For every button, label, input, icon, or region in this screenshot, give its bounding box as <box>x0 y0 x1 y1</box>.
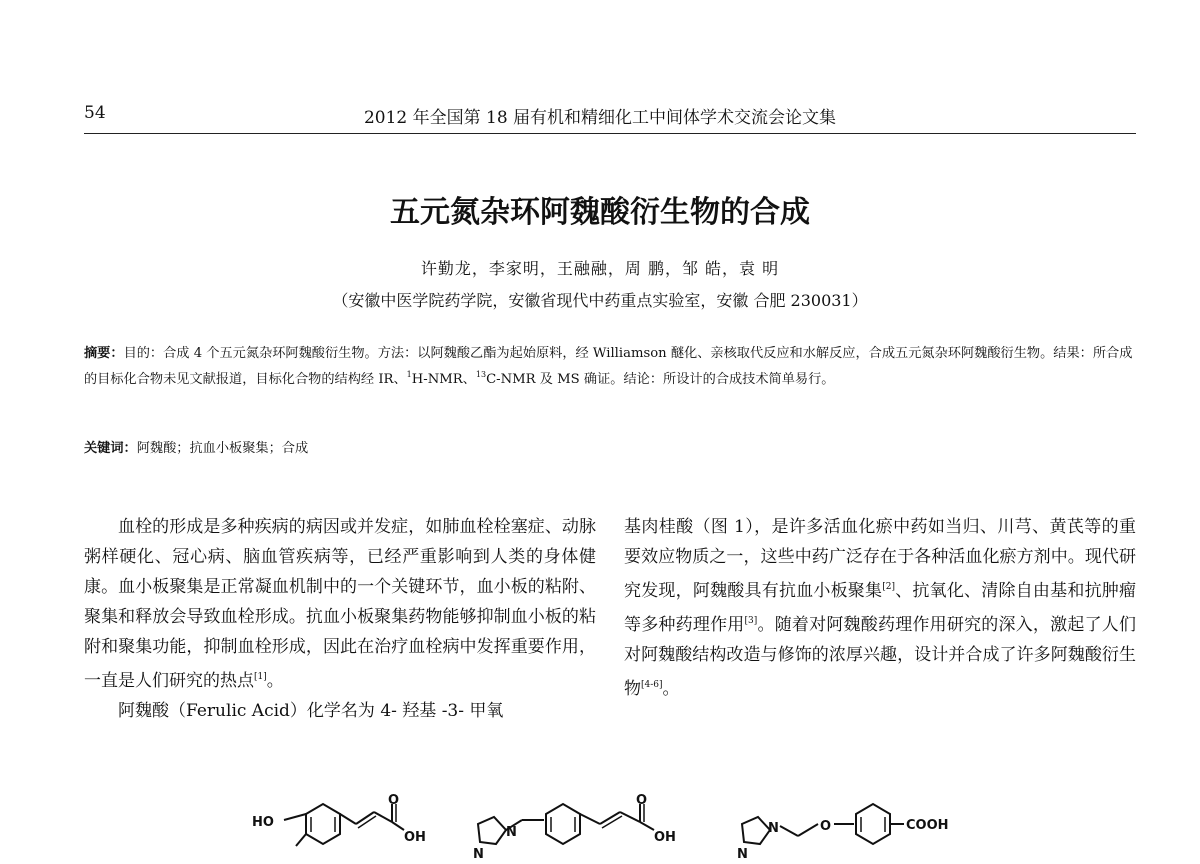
structure-label: HO <box>252 815 274 830</box>
h1-isotope-mass: 1 <box>406 370 412 379</box>
body-right-column <box>624 512 1136 704</box>
abstract-label: 摘要： <box>84 346 124 361</box>
page-number: 54 <box>84 103 106 123</box>
c13-isotope-mass: 13 <box>475 370 487 379</box>
citation: [4-6] <box>641 680 663 690</box>
paper-title: 五元氮杂环阿魏酸衍生物的合成 <box>390 195 810 230</box>
body-paragraph <box>84 512 596 696</box>
abstract-h1-text: H-NMR、 <box>411 372 476 387</box>
affiliation: （安徽中医学院药学院，安徽省现代中药重点实验室，安徽 合肥 230031） <box>332 291 868 310</box>
body-paragraph <box>84 696 596 726</box>
paragraph-text: 血栓的形成是多种疾病的病因或并发症，如肺血栓栓塞症、动脉粥样硬化、冠心病、脑血管疾病等，已经严重影响到人类的身体健康。血小板聚集是正常凝血机制中的一个关键环节，血小板的粘附、聚集和释放会导致血栓形成。抗血小板聚集药物能够抑制血小板的粘附和聚集功能，抑制血栓形成，因此在治疗血栓病中发挥重要作用，一直是人们研究的热点 <box>84 517 596 691</box>
structure-label: OH <box>404 830 426 845</box>
keywords-text: 阿魏酸；抗血小板聚集；合成 <box>136 441 309 456</box>
abstract <box>84 343 1136 390</box>
structure-imidazolyl-ferulic <box>478 804 654 844</box>
structure-label: COOH <box>906 818 949 833</box>
structure-ferulic-acid <box>284 804 404 846</box>
structure-label: N <box>768 821 779 836</box>
citation: [2] <box>882 582 895 592</box>
structure-label: O <box>388 793 400 808</box>
abstract-text: 目的：合成 4 个五元氮杂环阿魏酸衍生物。方法：以阿魏酸乙酯为起始原料，经 Williamson 醚化、亲核取代反应和水解反应，合成五元氮杂环阿魏酸衍生物。结果：所合成的目标化合物未见文献报道，目标化合物的结构经 IR、 <box>84 346 1133 387</box>
structure-label: N <box>737 847 748 862</box>
authors: 许勤龙，李家明，王融融，周 鹏，邹 皓，袁 明 <box>420 259 780 278</box>
keywords-label: 关键词： <box>84 441 137 456</box>
paragraph-text: 、抗氧化、清除自由基和抗肿瘤等多种药理作用 <box>624 581 1137 635</box>
structure-label: O <box>636 793 648 808</box>
running-header: 2012 年全国第 18 届有机和精细化工中间体学术交流会论文集 <box>363 108 837 128</box>
citation: [3] <box>744 616 758 626</box>
keywords <box>84 437 308 456</box>
structure-label: O <box>820 819 832 834</box>
figure-structures <box>0 784 1200 864</box>
paragraph-end: 。 <box>266 671 284 691</box>
structure-label: N <box>473 847 484 862</box>
paragraph-text: 阿魏酸（Ferulic Acid）化学名为 4- 羟基 -3- 甲氧 <box>118 701 504 721</box>
body-left-column <box>84 512 596 726</box>
abstract-c13-text: C-NMR 及 MS 确证。结论：所设计的合成技术简单易行。 <box>486 372 835 387</box>
structure-label: N <box>506 825 517 840</box>
header-rule <box>84 133 1136 134</box>
body-paragraph <box>624 512 1136 704</box>
structure-label: OH <box>654 830 676 845</box>
paragraph-text: 。随着对阿魏酸药理作用研究的深入，激起了人们对阿魏酸结构改造与修饰的浓厚兴趣，设计并合成了许多阿魏酸衍生物 <box>624 615 1137 699</box>
citation: [1] <box>254 672 267 682</box>
paragraph-text: 基肉桂酸（图 1），是许多活血化瘀中药如当归、川芎、黄芪等的重要效应物质之一，这些中药广泛存在于各种活血化瘀方剂中。现代研究发现，阿魏酸具有抗血小板聚集 <box>624 517 1136 601</box>
paragraph-end: 。 <box>662 679 680 699</box>
